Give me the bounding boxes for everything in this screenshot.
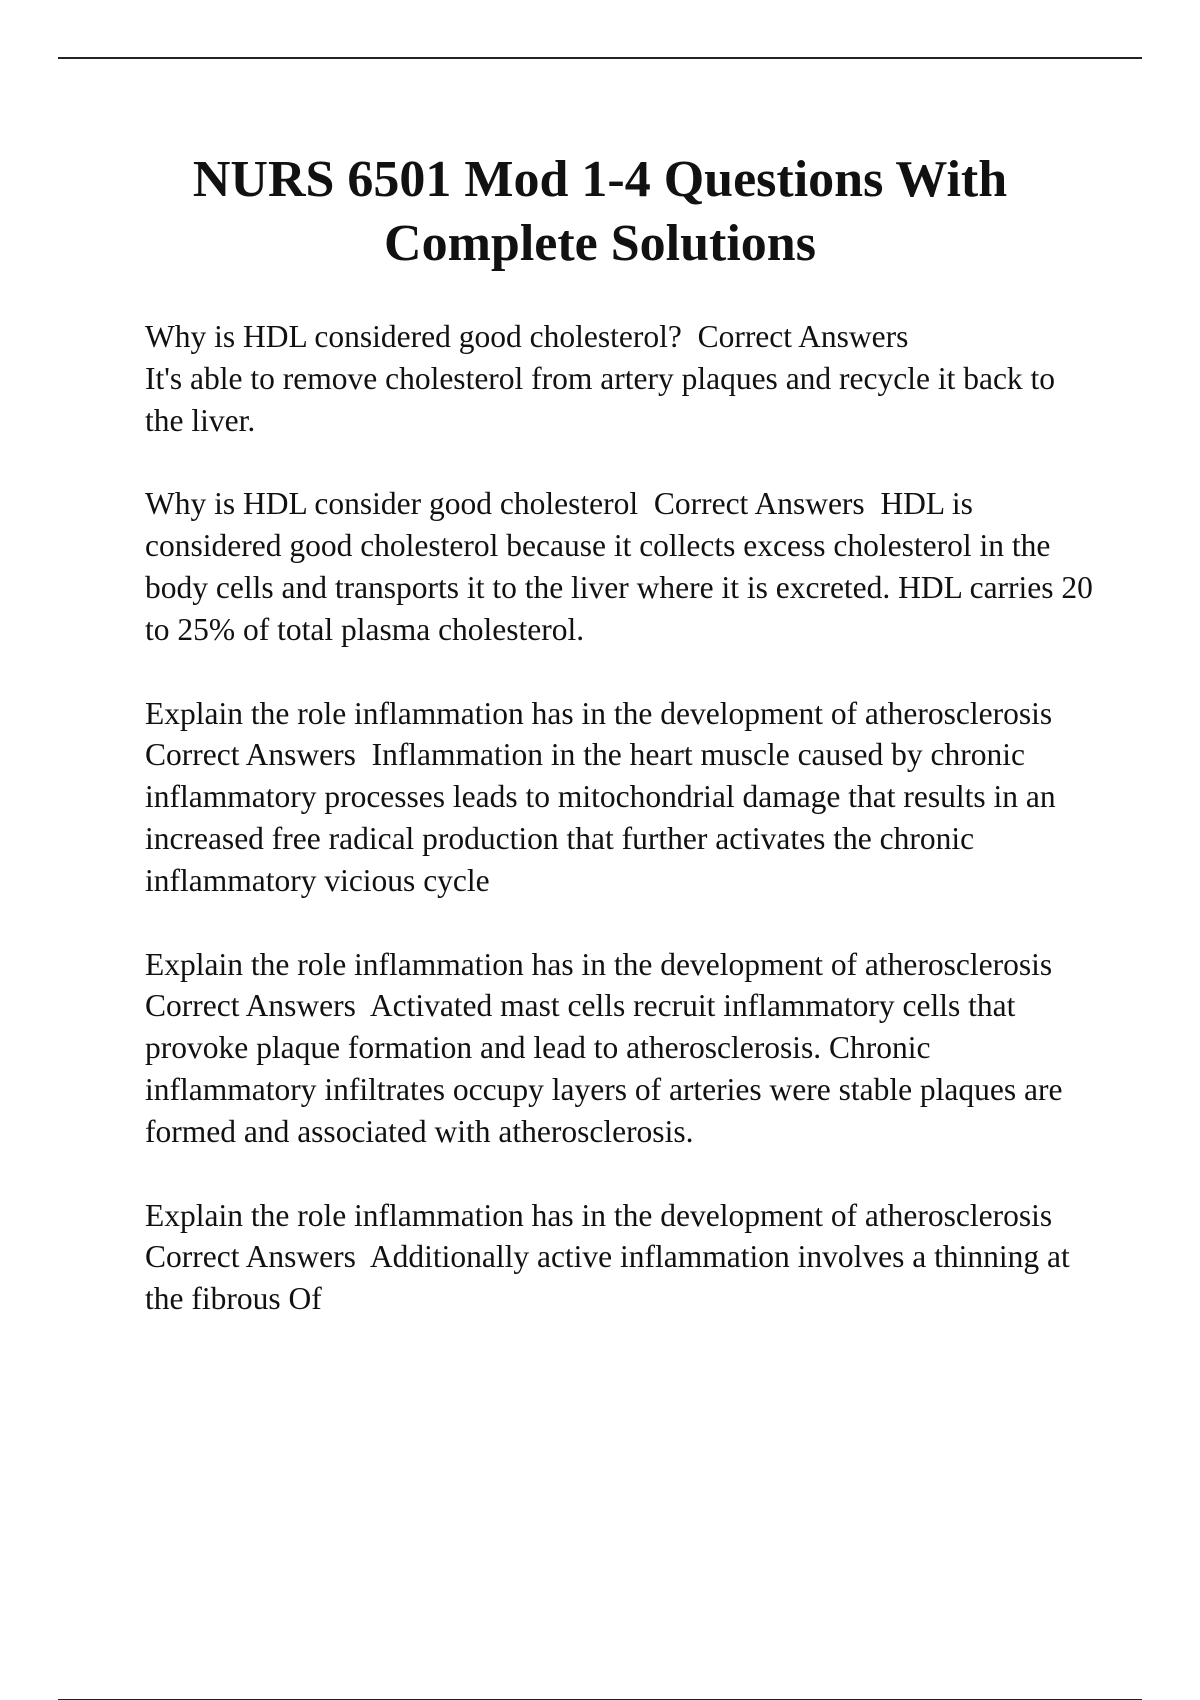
qa-item-4 xyxy=(145,944,1095,1153)
question-text: Explain the role inflammation has in the development of atherosclerosis xyxy=(145,1197,1053,1233)
qa-item-2 xyxy=(145,483,1101,650)
answer-marker: Correct Answers xyxy=(697,319,909,354)
question-text: Explain the role inflammation has in the development of atherosclerosis xyxy=(145,695,1053,731)
question-text: Why is HDL considered good cholesterol? xyxy=(145,319,682,354)
answer-text: Inflammation in the heart muscle caused by chronic inflammatory processes leads to mitochondrial damage that results in an increased free radical production that further activates the chronic inflammatory vicious cycle xyxy=(145,737,1064,898)
answer-text: Activated mast cells recruit inflammatory cells that provoke plaque formation and lead to atherosclerosis. Chronic inflammatory infiltrates occupy layers of arteries were stable plaques are formed and associated with atherosclerosis. xyxy=(145,988,1071,1149)
page-title: NURS 6501 Mod 1-4 Questions With Complete Solutions xyxy=(192,151,1008,272)
answer-text: Additionally active inflammation involves a thinning at the fibrous Of xyxy=(145,1239,1078,1317)
answer-marker: Correct Answers xyxy=(653,486,865,522)
header-rule xyxy=(58,57,1142,59)
answer-marker: Correct Answers xyxy=(145,988,356,1024)
qa-item-1 xyxy=(145,316,1095,441)
qa-item-3 xyxy=(145,693,1095,902)
qa-list xyxy=(145,316,1101,1362)
question-text: Explain the role inflammation has in the development of atherosclerosis xyxy=(145,946,1053,982)
question-text: Why is HDL consider good cholesterol xyxy=(145,486,639,522)
answer-marker: Correct Answers xyxy=(145,737,356,773)
qa-item-5 xyxy=(145,1195,1095,1320)
answer-text: It's able to remove cholesterol from artery plaques and recycle it back to the liver. xyxy=(145,360,1063,438)
answer-marker: Correct Answers xyxy=(145,1239,356,1275)
answer-text: HDL is considered good cholesterol because it collects excess cholesterol in the body cells and transports it to the liver where it is excreted. HDL carries 20 to 25% of total plasma cholesterol. xyxy=(145,486,1101,647)
